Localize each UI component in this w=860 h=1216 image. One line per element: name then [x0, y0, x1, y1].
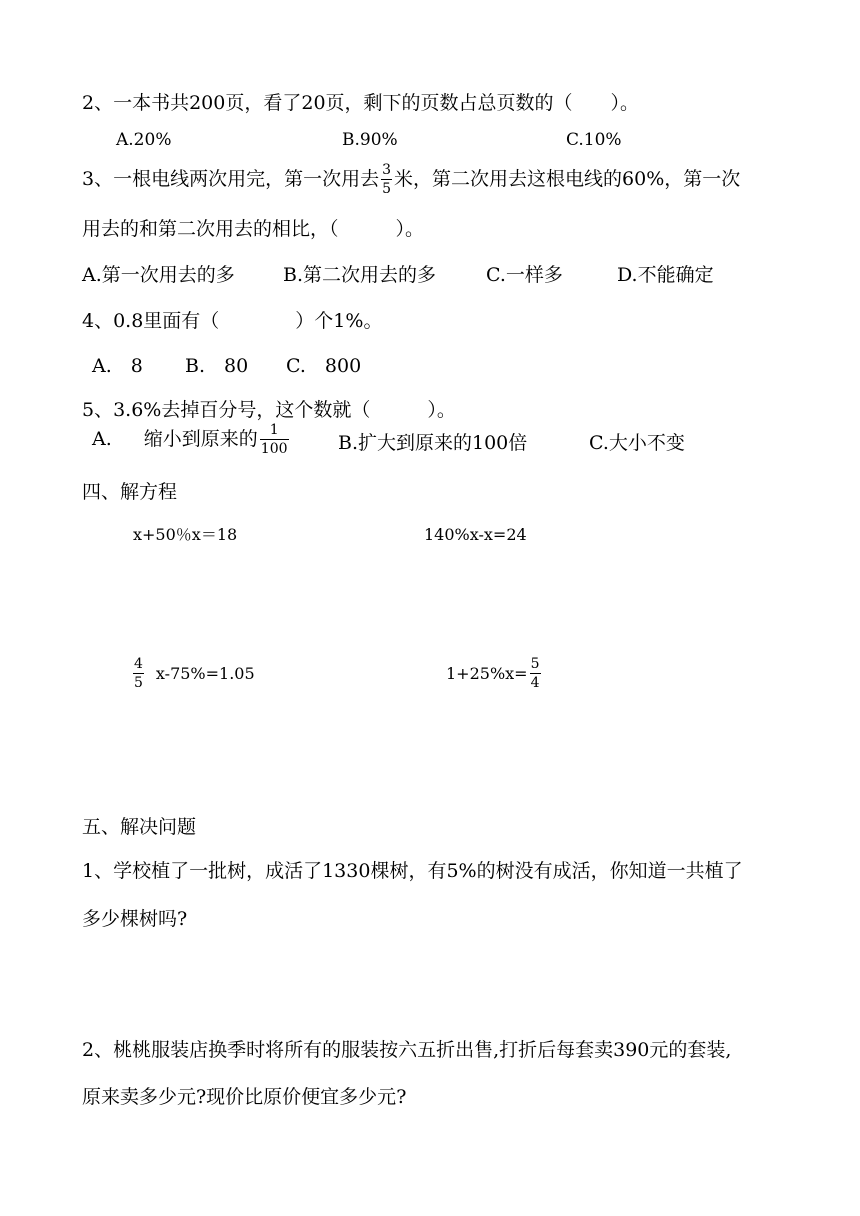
q5-option-a-text: 缩小到原来的 [143, 428, 258, 450]
equation-4-numerator: 5 [530, 656, 540, 672]
q5-option-a [92, 423, 291, 456]
equation-1: x+50％x＝18 [133, 525, 238, 544]
q3-stem-line1 [82, 163, 740, 196]
q2-option-b: B.90% [342, 130, 398, 150]
problem-2-line1: 2、桃桃服装店换季时将所有的服装按六五折出售,打折后每套卖390元的套装, [82, 1039, 732, 1061]
equation-4-denominator: 4 [530, 675, 540, 691]
q3-fraction [381, 163, 392, 196]
q3-stem-line2: 用去的和第二次用去的相比，（ ）。 [82, 218, 425, 240]
section4-title: 四、解方程 [82, 481, 178, 503]
q2-stem: 2、一本书共200页，看了20页，剩下的页数占总页数的（ ）。 [82, 92, 640, 114]
q4-option-c: C. 800 [286, 355, 362, 377]
equation-2: 140%x-x=24 [424, 525, 527, 544]
q5-fraction-denominator: 100 [260, 441, 288, 457]
q5-option-a-fraction [260, 423, 289, 456]
q2-option-c: C.10% [566, 130, 622, 150]
q3-stem-part1: 3、一根电线两次用完，第一次用去 [82, 168, 380, 190]
q3-fraction-numerator: 3 [382, 162, 392, 178]
q3-option-a: A.第一次用去的多 [82, 264, 235, 286]
equation-3-rest: x-75%=1.05 [155, 663, 255, 683]
equation-3-fraction [133, 657, 144, 690]
q3-option-d: D.不能确定 [617, 264, 714, 286]
q5-option-b: B.扩大到原来的100倍 [338, 432, 528, 454]
problem-1-line2: 多少棵树吗? [82, 908, 188, 930]
equation-4-fraction [530, 657, 541, 690]
q3-option-b: B.第二次用去的多 [283, 264, 437, 286]
q5-stem: 5、3.6%去掉百分号，这个数就（ ）。 [82, 399, 456, 421]
q4-stem: 4、0.8里面有（ ）个1%。 [82, 310, 383, 332]
problem-1-line1: 1、学校植了一批树，成活了1330棵树，有5%的树没有成活，你知道一共植了 [82, 860, 743, 882]
problem-2-line2: 原来卖多少元?现价比原价便宜多少元? [82, 1086, 407, 1108]
q4-option-b: B. 80 [185, 355, 249, 377]
q3-fraction-denominator: 5 [382, 181, 392, 197]
q5-option-c: C.大小不变 [589, 432, 685, 454]
equation-3 [131, 657, 255, 690]
q5-fraction-numerator: 1 [269, 422, 279, 438]
q3-option-c: C.一样多 [486, 264, 563, 286]
section5-title: 五、解决问题 [82, 816, 197, 838]
equation-4-lead: 1+25%x= [446, 663, 528, 683]
q2-option-a: A.20% [116, 130, 172, 150]
q4-option-a: A. 8 [92, 355, 143, 377]
equation-3-denominator: 5 [134, 675, 143, 691]
equation-4 [446, 657, 543, 690]
q3-stem-part2: 米，第二次用去这根电线的60%，第一次 [394, 168, 741, 190]
q5-option-a-label: A. [92, 428, 112, 450]
equation-3-numerator: 4 [134, 656, 143, 672]
